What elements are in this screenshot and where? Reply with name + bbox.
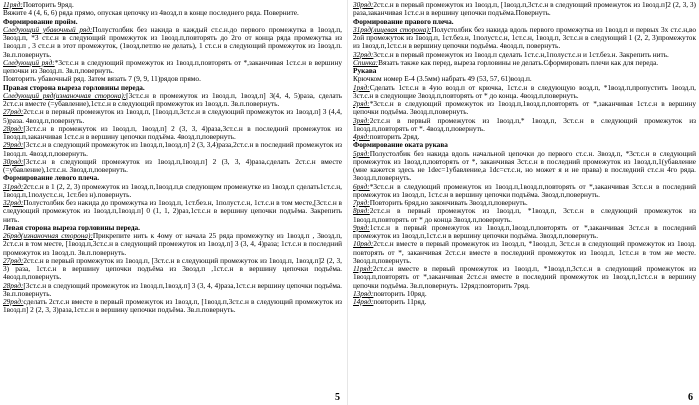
paragraph-text: Крючком номер Е-4 (3.5мм) набрать 49 (53, 57, 61)возд.п. [353, 74, 532, 84]
page-divider [347, 0, 348, 405]
paragraph [353, 207, 696, 224]
row-label: 8ряд: [353, 206, 370, 216]
paragraph [3, 141, 342, 158]
row-label: Следующий убавочный ряд: [3, 24, 93, 34]
paragraph-text: Сделать 1ст.с.н в 4ую возд.п от крючка, 1ст.с.н в следующую возд.п, *1возд.п,пропустить 1возд.п, 3ст.с.н в следующие 3возд.п,повторять от * до конца. 4возд.п,повернуть. [353, 82, 696, 100]
paragraph-text: Повторить убавочный ряд. Затем вязать 7 (9, 9, 11)рядов прямо. [3, 74, 201, 84]
section-heading: Формирование левого плеча. [3, 173, 100, 183]
row-label: 1ряд: [353, 82, 370, 92]
paragraph-text: Полустолбик без накида вдоль первого промежутка из 1возд.п и первых 3х ст.с.н,во 2ой промежуток из 1возд.п, 1ст.без.н, 1полуст.с.н, 1ст.с.н, 1возд.п, 3ст.с.н в следующий 1 (2, 2, 3)промежуток из 1возд.п,1ст.с.н в вершину цепочки подъёма. 4возд.п, повернуть. [353, 24, 697, 51]
paragraph [353, 100, 696, 117]
paragraph-text: 1ст.с.н в первый промежуток из 1возд.п,1возд.п,повторять от *,заканчивая 3ст.с.н в последний промежуток из 1возд.п,1ст.с.н в вершину цепочки подъёма. 3возд.п,повернуть. [353, 222, 696, 240]
paragraph-text: Вязать также как перед, выреза горловины не делать.Сформировать плечи как для переда. [378, 57, 659, 67]
paragraph-text: [3ст.с.н в следующий промежуток из 1возд.п,1возд.п] 2 (3, 3,4)раза,2ст.с.н в последний промежуток из 1возд.п. 4возд.п,повернуть. [3, 140, 342, 158]
row-label: Следующий ряд(изнаночная сторона): [3, 90, 127, 100]
row-label: 2ряд: [353, 99, 370, 108]
row-label: 5ряд: [353, 148, 370, 158]
paragraph [353, 265, 696, 290]
paragraph-text: Вяжите 4 (4, 6, 6) ряда прямо, опуская цепочку из 4возд.п в конце последнего ряда. Поверните. [3, 8, 299, 18]
section-heading: Формирование пройм. [3, 16, 78, 26]
paragraph [353, 240, 696, 265]
paragraph [3, 298, 342, 315]
row-label: 29ряд: [3, 140, 24, 150]
paragraph [353, 117, 696, 134]
paragraph-text: 2ст.с.н в первый промежуток из 1возд.п, *1возд.п, 3ст.с.н в следующий промежуток из 1возд.п,повторять от * до конца 3возд.п,повернуть. [353, 206, 696, 224]
section-heading: Формирование оката рукава [353, 140, 448, 150]
section-heading: Рукава [353, 66, 377, 75]
paragraph [3, 92, 342, 109]
row-label: 13ряд: [353, 288, 374, 298]
row-label: 32ряд: [353, 49, 374, 59]
paragraph [3, 108, 342, 125]
row-label: 4ряд: [353, 132, 370, 141]
paragraph-text: *3ст.с.н в следующий промежуток из 1возд.п,1возд.п,повторять от *,заканчивая 3ст.с.н в последний промежуток из 1возд.п, 1ст.с.н в вершину цепочки подъёма. 3возд.п,повернуть. [353, 181, 696, 199]
page-number: 6 [688, 392, 693, 403]
row-label: 6ряд: [353, 181, 370, 191]
row-label: 29ряд: [3, 297, 24, 306]
row-label: 10ряд: [353, 239, 374, 249]
paragraph [3, 183, 342, 200]
row-label: 27ряд: [3, 255, 24, 265]
paragraph [3, 257, 342, 282]
row-label: 31ряд: [3, 181, 24, 191]
paragraph-text: 3ст.с.н в первый промежуток из 1возд.п сделать 1ст.с.н,1полуст.с.н и 1ст.без.н. Закрепить нить. [373, 49, 669, 59]
paragraph [353, 150, 696, 183]
paragraph-text: 2ст.с.н в первый промежуток из 1возд.п,* 1возд.п, 3ст.с.н в следующий промежуток из 1возд.п,повторять от *. 4возд.п,повернуть. [353, 115, 696, 133]
paragraph-text: сделать 2ст.с.н вместе в первый промежуток из 1возд.п, [1возд.п,3ст.с.н в следующий промежуток из 1возд.п] 2 (2, 3, 3)раза,1ст.с.н в вершину цепочки подъёма. Зв.п.повернуть. [3, 297, 342, 315]
paragraph-text: [3ст.с.н в промежуток из 1возд.п, 1возд.п] 2 (3, 3, 4)раза,3ст.с.н в последний промежуток из 1возд.п,заканчивая 1ст.с.н в вершину цепочки подъёма. 4возд.п,повернуть. [3, 123, 342, 141]
paragraph-text: 2ст.с.н вместе в первый промежуток из 1возд.п, *1возд.п,3ст.с.н в следующий промежуток из 1возд.п,повторять от *,заканчивая 2ст.с.н вместе в последний промежуток из 1возд.п,1ст.с.н в вершину цепочки подъёма. Зв.п,повернуть. 12ряд:повторить 7ряд. [353, 264, 696, 290]
left-page [0, 0, 346, 405]
row-label: 30ряд: [353, 0, 374, 9]
row-label: 31ряд(лицевая сторона): [353, 24, 432, 34]
paragraph-text: Повторить 6ряд,но закончивать 3возд.п,повернуть. [369, 198, 528, 207]
paragraph-text: 2ст.с.н в первый промежуток из 1возд.п, [3ст.с.н в следующий промежуток из 1возд.п, 1возд.п]2 (2, 3, 3) раза, 1ст.с.н в вершину цепочки подъёма из 3возд.п ,1ст.с.н в вершину цепочки подъёма. 4возд.п,повернуть. [3, 255, 342, 282]
paragraph-text: Полустолбик без накида вдоль начальной цепочки до первого ст.с.н. 3возд.п, *3ст.с.н в следующий промежуток из 1возд.п,повторять от *, заканчивая 3ст.с.н в последний промежуток из 1возд.п,1(убавление (мне кажется здесь не 1dec=1убавление,а 1dc=ст.с.н, но может я и не права) в последний ст.с.н 4го ряда. 3возд.п,повернуть. [353, 148, 696, 183]
paragraph-text: [3ст.с.н в следующий промежуток из 1возд.п,1возд.п] 2 (3, 3, 4)раза,сделать 2ст.с.н вместе (=убавление),1ст.с.н. 3возд.п,повернуть. [3, 156, 342, 174]
paragraph [353, 1, 696, 18]
paragraph [353, 59, 696, 67]
section-heading: Правая сторона выреза горловины переда. [3, 82, 145, 92]
row-label: 11ряд: [353, 264, 373, 273]
paragraph [3, 158, 342, 175]
paragraph [3, 232, 342, 257]
row-label: 27ряд: [3, 107, 24, 117]
paragraph-text: [3ст.с.н в следующий промежуток из 1возд.п,1возд.п] 3 (3, 4, 4)раза,1ст.с.н вершину цепочки подъёма. Зв.п.повернуть. [3, 280, 342, 298]
page-number: 5 [335, 392, 340, 403]
paragraph [3, 282, 342, 299]
paragraph-text: Прикрепите нить к 4ому от начала 25 ряда промежутку из 1возд.п , 3возд.п, 2ст.с.н в том месте, [1возд.п,3ст.с.н в следующий промежуток из 1возд.п] 3 (3, 4, 4)раза; 1ст.с.н в последний промежуток из 1возд.п. Зв.п.повернуть. [3, 231, 342, 257]
row-label: 7ряд: [353, 198, 370, 207]
paragraph [3, 26, 342, 59]
row-label: 9ряд: [353, 222, 370, 232]
row-label: Следующий ряд: [3, 57, 55, 67]
row-label: 30ряд: [3, 156, 24, 166]
row-label: 14ряд: [353, 297, 374, 306]
row-label: Спинка: [353, 57, 379, 67]
paragraph [3, 59, 342, 76]
paragraph [3, 125, 342, 142]
paragraph-text: повторить 10ряд. [373, 288, 427, 298]
paragraph [353, 84, 696, 101]
paragraph-text: 2ст.с.н в первый промежуток из 1возд.п, [1возд.п,3ст.с.н в следующий промежуток из 1возд.п] 3 (4,4, 5)раза. 4возд.п,повернуть. [3, 107, 342, 125]
paragraph [353, 224, 696, 241]
row-label: 26ряд(изнаночная сторона): [3, 231, 93, 240]
paragraph [353, 298, 696, 306]
paragraph [353, 183, 696, 200]
paragraph-text: Полустолбик без накида до промежутка из 1возд.п, 1ст.без.н, 1полуст.с.н, 1ст.с.н в том месте,[3ст.с.н в следующий промежуток из 1возд.п,1возд.п] 0 (1, 1, 2)раз,1ст.с.н в вершину цепочки подъёма. Закрепить нить. [3, 198, 342, 224]
section-heading: Формирование правого плеча. [353, 16, 454, 26]
row-label: 32ряд: [3, 198, 24, 207]
paragraph-text: 2ст.с.н вместе в первый промежуток из 1возд.п, *1возд.п, 3ст.с.н в следующий промежуток из 1возд. повторять от *, заканчивая 2ст.с.н вместе в последний промежуток из 1возд.п, 1ст.с.н в том же месте. 3возд.п,повернуть. [353, 239, 696, 265]
paragraph-text: 2ст.с.н в 1 (2, 2, 3) промежуток из 1возд.п,1возд.п,в следующем промежутке из 1возд.п сделать1ст.с.н, 1возд.п,1полуст.с.н, 1ст.без н).повернуть. [3, 181, 342, 199]
paragraph-text: *3ст.с.н в следующий промежуток из 1возд.п,повторять от *,заканчивая 1ст.с.н в вершину цепочки из 3возд.п. Зв.п,повернуть. [3, 57, 342, 75]
right-page [350, 0, 699, 405]
row-label: 3ряд: [353, 115, 370, 125]
paragraph-text: повторить 11ряд. [373, 297, 427, 306]
paragraph-text: повторить 2ряд. [369, 132, 420, 141]
paragraph [353, 26, 696, 51]
row-label: 28ряд: [3, 123, 24, 133]
paragraph-text: Повторить 9ряд. [22, 0, 74, 9]
row-label: 28ряд: [3, 280, 24, 290]
paragraph-text: *3ст.с.н в следующий промежуток из 1возд.п,1возд.п,повторять от *,заканчивая 1ст.с.н в вершину цепочки подъёма. 3возд.п,повернуть. [353, 99, 696, 117]
section-heading: Левая сторона выреза горловины переда. [3, 222, 140, 232]
paragraph-text: [3ст.с.н в промежуток из 1возд.п, 1возд.п] 3(4, 4, 5)раза, сделать 2ст.с.н вместе (=убавление),1ст.с.н в следующий промежуток из 1возд.п. Зв.п.повернуть. [3, 90, 342, 108]
paragraph-text: Полустолбик без накида в каждый ст.с.н.до первого промежутка в 1возд.п, 3возд.п, *3 ст.с.н в следующий промежуток из 1возд.п,повторять до 2го от конца ряда промежутка из 1возд.п , 3 ст.с.н в этот промежуток, (1возд.петлю не делать), 1 ст.с.н в следующий промежуток из 1возд.п. Зв.п.повернуть. [3, 24, 342, 59]
row-label: 11ряд: [3, 0, 23, 9]
paragraph [3, 199, 342, 224]
paragraph-text: 2ст.с.н в первый промежуток из 1возд.п, [1возд.п,3ст.с.н в следующий промежуток из 1возд.п]2 (2, 3, 3) раза,заканчивая 1ст.с.н в вершину цепочки подъёма.Повернуть. [353, 0, 696, 18]
